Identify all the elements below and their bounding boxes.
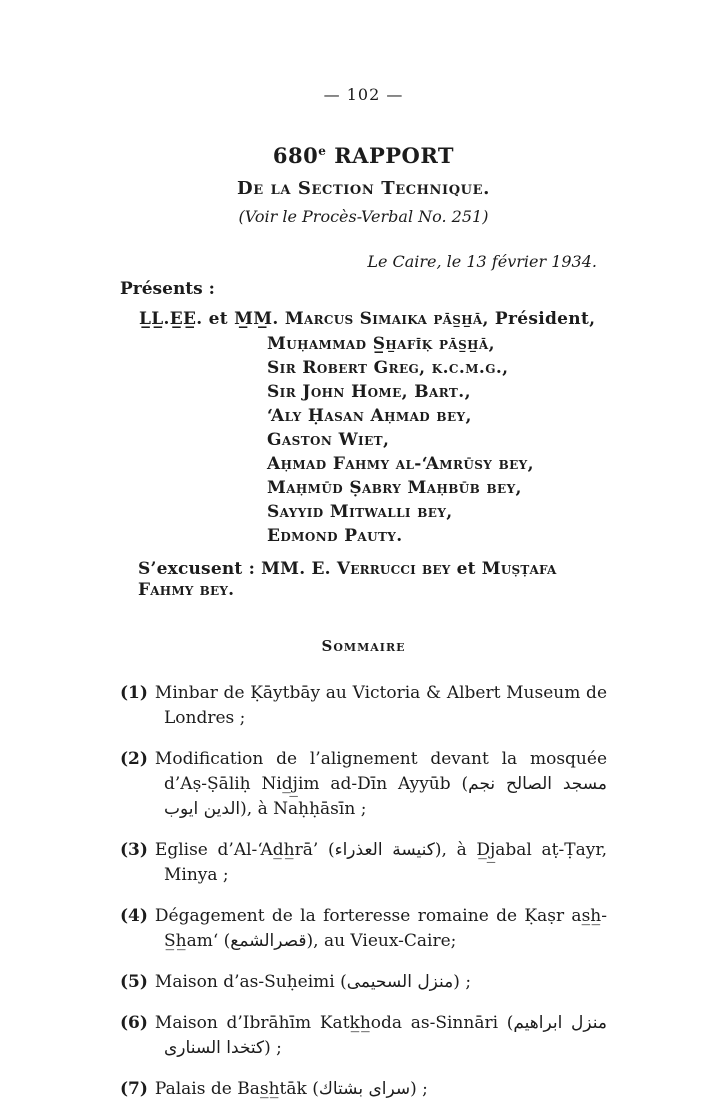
- summary-title: Sommaire: [321, 637, 406, 655]
- attendee-line: [267, 428, 607, 452]
- summary-item: [120, 970, 607, 995]
- excused-conjunction: et: [450, 559, 482, 579]
- attendee-name: Sayyid Mitwalli bey,: [267, 502, 453, 522]
- attendee-name: Sir John Home, Bart.,: [267, 382, 471, 402]
- item-number: (1): [120, 683, 148, 703]
- item-text: Eglise d’Al-‘Ad̲h̲rā’ (كنيسة العذراء), à D̲j̲abal aṭ-Ṭayr, Minya ;: [154, 840, 607, 885]
- attendee-list: [267, 332, 607, 548]
- item-number: (5): [120, 972, 148, 992]
- summary-item: [120, 681, 607, 731]
- presents-label: Présents :: [120, 279, 215, 299]
- excused-line: [138, 559, 607, 601]
- excused-name: Verrucci bey: [336, 559, 451, 579]
- report-number: 680: [272, 143, 319, 168]
- summary-item: [120, 1077, 607, 1102]
- attendee-name: Gaston Wiet,: [267, 430, 390, 450]
- attendee-line: [267, 332, 607, 356]
- section-subtitle: De la Section Technique.: [237, 178, 490, 199]
- item-number: (3): [120, 840, 148, 860]
- attendee-line: [267, 452, 607, 476]
- summary-item: [120, 904, 607, 954]
- attendee-line: [139, 307, 607, 332]
- attendee-suffix: , Président,: [482, 309, 596, 329]
- item-text: Palais de Bas̲h̲tāk (سراى بشتاك) ;: [154, 1079, 428, 1099]
- item-text: Maison d’as-Suḥeimi (منزل السحيمى) ;: [154, 972, 472, 992]
- attendee-line: [267, 476, 607, 500]
- attendee-name: Edmond Pauty.: [267, 526, 403, 546]
- attendee-line: [267, 524, 607, 548]
- attendee-line: [267, 500, 607, 524]
- dateline: Le Caire, le 13 février 1934.: [367, 252, 597, 271]
- summary-item: [120, 838, 607, 888]
- attendee-prefix: L̲L̲.E̲E̲. et M̲M̲.: [139, 309, 285, 329]
- item-text: Dégagement de la forteresse romaine de Ḳaṣr as̲h̲-S̲h̲am‘ (قصرالشمع), au Vieux-Caire;: [154, 906, 607, 951]
- attendee-name: Sir Robert Greg, k.c.m.g.,: [267, 358, 509, 378]
- report-title-text: RAPPORT: [326, 143, 455, 168]
- reference-note: (Voir le Procès-Verbal No. 251): [238, 207, 489, 226]
- item-text: Minbar de Ḳāytbāy au Victoria & Albert Museum de Londres ;: [154, 683, 607, 728]
- report-number-ordinal: e: [318, 144, 327, 158]
- summary-list: [120, 681, 607, 1102]
- page-number: — 102 —: [323, 85, 404, 104]
- attendee-name: Marcus Simaika pās̲h̲ā: [284, 309, 483, 329]
- item-number: (7): [120, 1079, 148, 1099]
- item-text: Maison d’Ibrāhīm Katk̲h̲oda as-Sinnāri (منزل ابراهيم كتخدا السنارى) ;: [154, 1013, 607, 1058]
- summary-item: [120, 1011, 607, 1061]
- attendee-line: [267, 356, 607, 380]
- attendee-name: Muḥammad S̲h̲afīḳ pās̲h̲ā,: [267, 334, 495, 354]
- excused-prefix: S’excusent : MM. E.: [138, 559, 337, 579]
- attendee-line: [267, 404, 607, 428]
- item-text: Modification de l’alignement devant la mosquée d’Aṣ-Ṣāliḥ Nid̲j̲im ad-Dīn Ayyūb (مسجد الصالح نجم الدين ايوب), à Naḥḥāsīn ;: [154, 749, 607, 819]
- attendee-name: Aḥmad Fahmy al-‘Amrūsy bey,: [267, 454, 534, 474]
- excused-name: Muṣṭafa Fahmy bey.: [138, 559, 557, 600]
- attendee-name: ‘Aly Ḥasan Aḥmad bey,: [267, 406, 472, 426]
- summary-item: [120, 747, 607, 822]
- item-number: (2): [120, 749, 148, 769]
- report-title: [120, 143, 607, 169]
- item-number: (6): [120, 1013, 148, 1033]
- attendee-name: Maḥmūd Ṣabry Maḥbūb bey,: [267, 478, 522, 498]
- item-number: (4): [120, 906, 148, 926]
- attendee-line: [267, 380, 607, 404]
